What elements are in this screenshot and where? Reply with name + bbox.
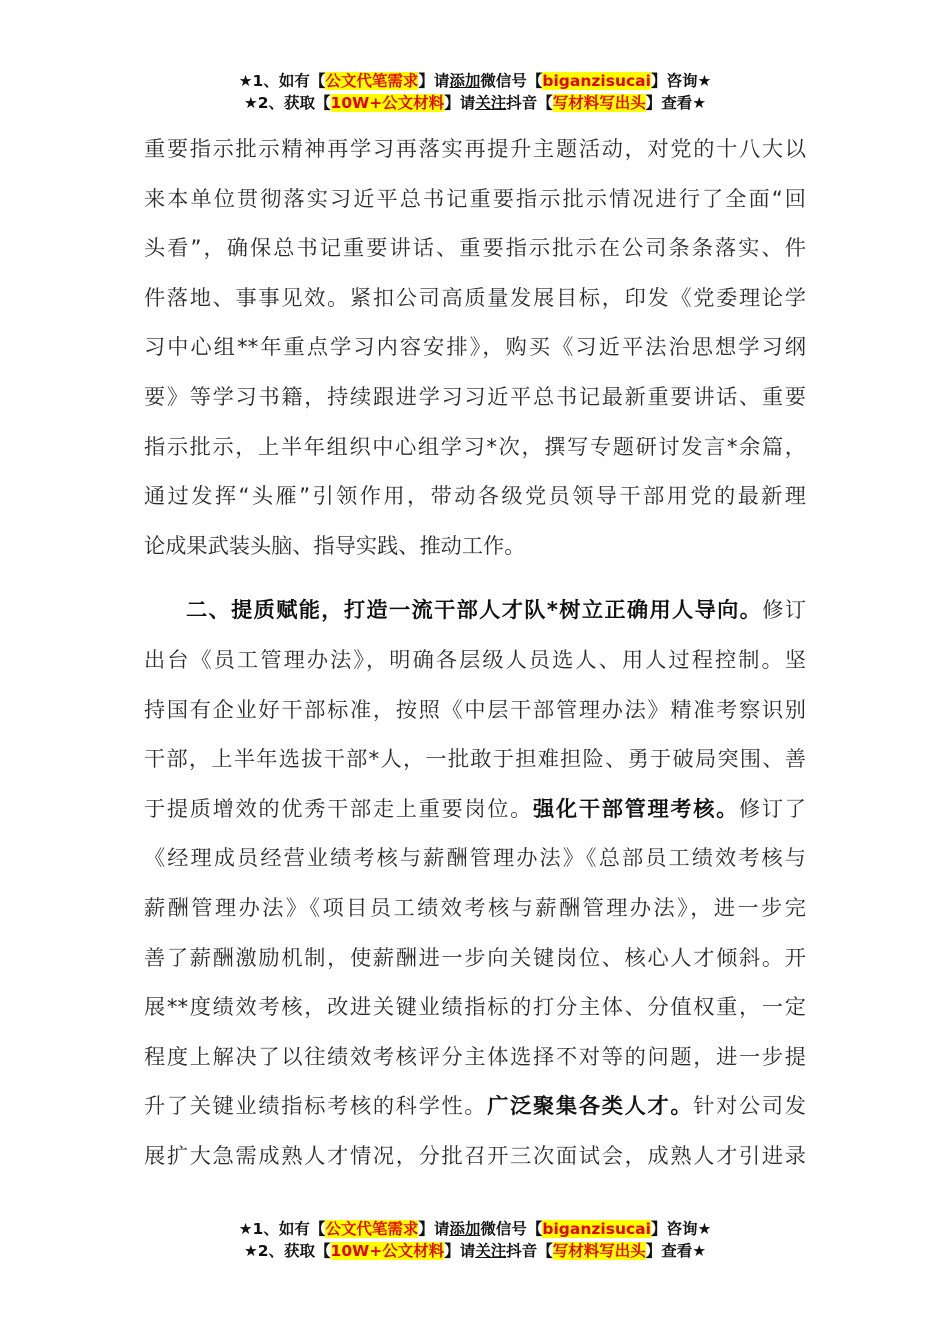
- text-run: 修订: [762, 597, 806, 623]
- text-line: 习中心组**年重点学习内容安排》，购买《习近平法治思想学习纲: [144, 334, 806, 360]
- banner-text: 抖音【: [506, 1242, 553, 1260]
- banner-text: 】咨询★: [650, 72, 712, 90]
- banner-underlined-text: 关注: [475, 94, 507, 112]
- banner-highlight: 10W+公文材料: [330, 94, 445, 112]
- subheading-bold: 广泛聚集各类人才。: [487, 1093, 694, 1119]
- banner-highlight: 10W+公文材料: [330, 1242, 445, 1260]
- banner-text: 】请: [444, 1242, 476, 1260]
- banner-text: 】咨询★: [650, 1220, 712, 1238]
- banner-line-1: [0, 70, 950, 92]
- paragraph-1: [144, 124, 806, 570]
- banner-highlight: biganzisucai: [542, 1220, 651, 1238]
- text-line: [144, 784, 806, 834]
- paragraph-gap: [144, 570, 806, 585]
- banner-highlight: 写材料写出头: [552, 1242, 646, 1260]
- banner-text: ★2、获取【: [243, 1242, 331, 1260]
- banner-text: 】请: [418, 1220, 450, 1238]
- banner-text: 】请: [444, 94, 476, 112]
- banner-text: 微信号【: [480, 1220, 543, 1238]
- text-line: [144, 1081, 806, 1131]
- document-body: [144, 124, 806, 1180]
- text-run: 修订了: [739, 795, 806, 821]
- text-line: 指示批示，上半年组织中心组学习*次，撰写专题研讨发言*余篇，: [144, 433, 806, 459]
- section-heading: 二、提质赋能，打造一流干部人才队*树立正确用人导向。: [186, 597, 763, 623]
- banner-underlined-text: 添加: [449, 72, 481, 90]
- banner-line-2: [0, 92, 950, 114]
- text-line: 重要指示批示精神再学习再落实再提升主题活动，对党的十八大以: [144, 136, 806, 161]
- text-line: 通过发挥“头雁”引领作用，带动各级党员领导干部用党的最新理: [144, 483, 806, 509]
- subheading-bold: 强化干部管理考核。: [533, 795, 740, 821]
- banner-text: ★2、获取【: [243, 94, 331, 112]
- text-line: [144, 585, 806, 635]
- banner-underlined-text: 添加: [449, 1220, 481, 1238]
- text-line: 薪酬管理办法》《项目员工绩效考核与薪酬管理办法》，进一步完: [144, 894, 806, 920]
- footer-banner: [0, 1218, 950, 1262]
- banner-line-2: [0, 1240, 950, 1262]
- banner-text: ★1、如有【: [238, 1220, 326, 1238]
- text-run: 于提质增效的优秀干部走上重要岗位。: [144, 795, 534, 821]
- banner-line-1: [0, 1218, 950, 1240]
- text-line: 要》等学习书籍，持续跟进学习习近平总书记最新重要讲话、重要: [144, 383, 806, 409]
- text-line: 论成果武装头脑、指导实践、推动工作。: [144, 532, 526, 558]
- header-banner: [0, 70, 950, 114]
- text-line: 持国有企业好干部标准，按照《中层干部管理办法》精准考察识别: [144, 696, 806, 722]
- text-line: 干部，上半年选拔干部*人，一批敢于担难担险、勇于破局突围、善: [144, 746, 806, 772]
- banner-text: ★1、如有【: [238, 72, 326, 90]
- text-line: 件落地、事事见效。紧扣公司高质量发展目标，印发《党委理论学: [144, 284, 806, 310]
- text-line: 展扩大急需成熟人才情况，分批召开三次面试会，成熟人才引进录: [144, 1142, 806, 1168]
- banner-underlined-text: 关注: [475, 1242, 507, 1260]
- text-line: 出台《员工管理办法》，明确各层级人员选人、用人过程控制。坚: [144, 646, 806, 672]
- text-line: 来本单位贯彻落实习近平总书记重要指示批示情况进行了全面“回: [144, 185, 806, 211]
- banner-highlight: 公文代笔需求: [325, 1220, 419, 1238]
- banner-text: 微信号【: [480, 72, 543, 90]
- text-line: 善了薪酬激励机制，使薪酬进一步向关键岗位、核心人才倾斜。开: [144, 944, 806, 970]
- banner-text: 】查看★: [645, 1242, 707, 1260]
- banner-highlight: biganzisucai: [542, 72, 651, 90]
- banner-highlight: 公文代笔需求: [325, 72, 419, 90]
- text-line: 《经理成员经营业绩考核与薪酬管理办法》《总部员工绩效考核与: [144, 845, 806, 871]
- text-run: 针对公司发: [693, 1093, 806, 1119]
- text-line: 展**度绩效考核，改进关键业绩指标的打分主体、分值权重，一定: [144, 994, 806, 1020]
- banner-text: 】请: [418, 72, 450, 90]
- paragraph-2: [144, 585, 806, 1180]
- banner-highlight: 写材料写出头: [552, 94, 646, 112]
- banner-text: 】查看★: [645, 94, 707, 112]
- text-run: 升了关键业绩指标考核的科学性。: [144, 1093, 488, 1119]
- text-line: 头看”，确保总书记重要讲话、重要指示批示在公司条条落实、件: [144, 235, 806, 261]
- banner-text: 抖音【: [506, 94, 553, 112]
- text-line: 程度上解决了以往绩效考核评分主体选择不对等的问题，进一步提: [144, 1043, 806, 1069]
